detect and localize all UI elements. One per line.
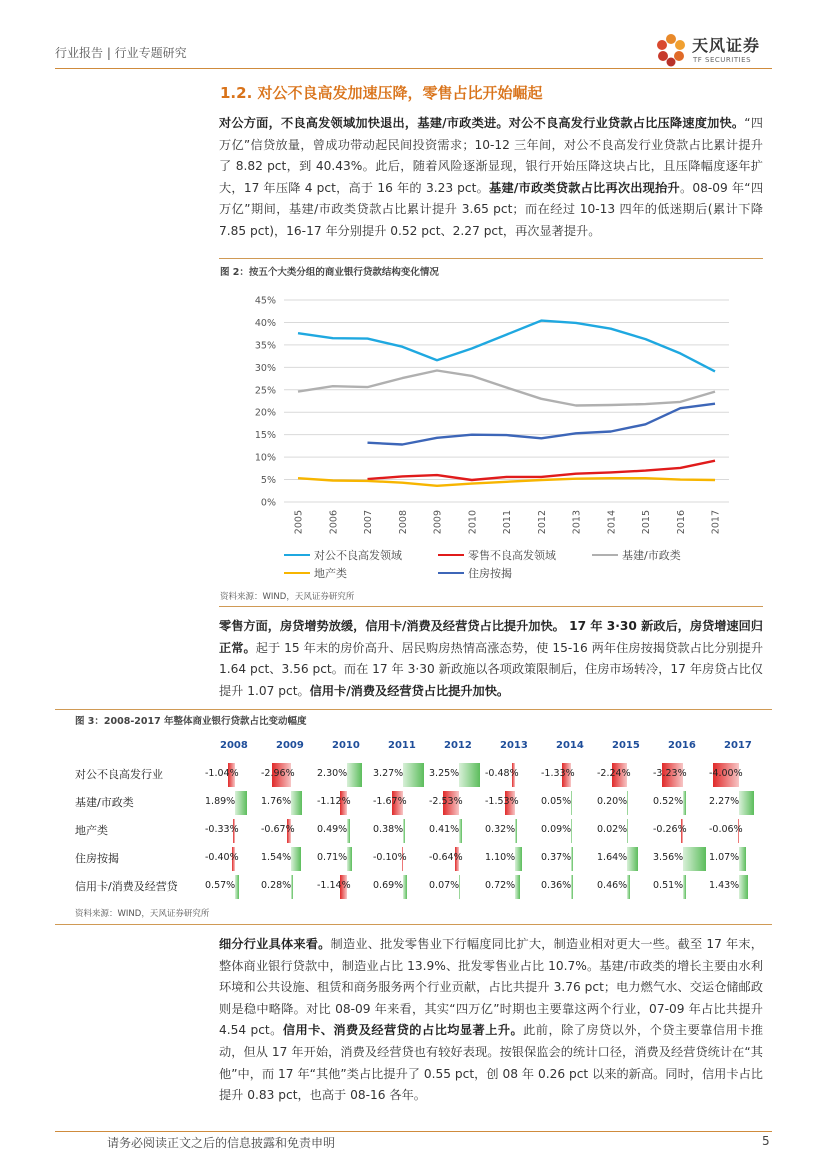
cell-value: 3.25% xyxy=(429,768,460,779)
cell-value: 3.27% xyxy=(373,768,404,779)
legend-swatch xyxy=(284,554,310,556)
cell-value: -1.14% xyxy=(317,880,351,891)
section-title: 1.2. 对公不良高发加速压降，零售占比开始崛起 xyxy=(220,84,543,102)
year-header: 2014 xyxy=(556,740,584,751)
y-tick-label: 25% xyxy=(254,385,276,397)
text-run: 基建/市政类贷款占比再次出现抬升 xyxy=(489,180,680,195)
x-tick-label: 2007 xyxy=(363,510,374,535)
cell-value: 1.07% xyxy=(709,852,740,863)
cell-value: 2.30% xyxy=(317,768,348,779)
cell-value: -4.00% xyxy=(709,768,743,779)
data-bar xyxy=(683,875,686,899)
year-header: 2012 xyxy=(444,740,472,751)
logo-subtext: TF SECURITIES xyxy=(693,56,752,64)
cell-value: -0.48% xyxy=(485,768,519,779)
figure-3-title: 图 3：2008-2017 年整体商业银行贷款占比变动幅度 xyxy=(75,716,307,727)
data-bar xyxy=(627,847,638,871)
cell-value: 0.69% xyxy=(373,880,404,891)
y-tick-label: 30% xyxy=(254,362,276,374)
data-bar xyxy=(459,819,462,843)
cell-value: 0.20% xyxy=(597,796,628,807)
cell-value: 0.52% xyxy=(653,796,684,807)
cell-value: -1.12% xyxy=(317,796,351,807)
paragraph-3 xyxy=(219,934,763,1107)
figure-2-source: 资料来源：WIND，天风证券研究所 xyxy=(220,592,355,602)
data-bar xyxy=(235,791,247,815)
legend-label: 住房按揭 xyxy=(468,567,512,580)
legend-label: 基建/市政类 xyxy=(622,549,681,562)
figure-2-title: 图 2：按五个大类分组的商业银行贷款结构变化情况 xyxy=(220,267,439,278)
cell-value: 0.09% xyxy=(541,824,572,835)
cell-value: 0.36% xyxy=(541,880,572,891)
x-tick-label: 2013 xyxy=(571,510,583,535)
data-bar xyxy=(627,791,628,815)
year-header: 2008 xyxy=(220,740,248,751)
cell-value: 0.07% xyxy=(429,880,460,891)
cell-value: 0.37% xyxy=(541,852,572,863)
y-tick-label: 40% xyxy=(254,317,276,329)
text-run: 起于 15 年末的房价高升、居民购房热情高涨态势，使 15-16 两年住房按揭贷款占比分别提升 1.64 pct、3.56 pct。而在 17 年 3·30 新政施以各项政策限制后，住房市场转冷，17 年房贷占比仅提升 1.07 pct。 xyxy=(219,640,764,698)
x-tick-label: 2012 xyxy=(536,510,548,535)
text-run: 信用卡/消费及经营贷占比提升加快。 xyxy=(309,683,510,698)
series-line xyxy=(368,404,716,445)
year-header: 2016 xyxy=(668,740,696,751)
header-divider xyxy=(55,68,772,69)
figure-2-divider xyxy=(219,258,763,259)
y-tick-label: 45% xyxy=(254,295,276,307)
data-bar xyxy=(683,791,686,815)
footer-disclaimer: 请务必阅读正文之后的信息披露和免责申明 xyxy=(107,1136,336,1150)
x-tick-label: 2016 xyxy=(675,510,687,535)
cell-value: 1.10% xyxy=(485,852,516,863)
cell-value: -0.06% xyxy=(709,824,743,835)
cell-value: -3.23% xyxy=(653,768,687,779)
data-bar xyxy=(459,763,480,787)
figure-2-bottom-divider xyxy=(219,606,763,607)
figure-3-divider xyxy=(55,709,772,710)
data-bar xyxy=(347,847,352,871)
data-bar xyxy=(683,847,706,871)
data-bar xyxy=(739,791,754,815)
data-bar xyxy=(403,763,424,787)
page-number: 5 xyxy=(762,1134,770,1148)
data-bar xyxy=(571,875,573,899)
cell-value: 1.54% xyxy=(261,852,292,863)
row-label: 住房按揭 xyxy=(75,852,119,865)
legend-label: 对公不良高发领域 xyxy=(314,549,402,562)
y-tick-label: 20% xyxy=(254,407,276,419)
y-tick-label: 5% xyxy=(260,475,276,487)
cell-value: 0.02% xyxy=(597,824,628,835)
data-bar xyxy=(627,875,630,899)
cell-value: 0.28% xyxy=(261,880,292,891)
data-bar xyxy=(515,847,522,871)
y-tick-label: 35% xyxy=(254,340,276,352)
data-bar xyxy=(515,875,520,899)
year-header: 2010 xyxy=(332,740,360,751)
figure-3-bottom-divider xyxy=(55,924,772,925)
cell-value: 0.51% xyxy=(653,880,684,891)
cell-value: -2.96% xyxy=(261,768,295,779)
cell-value: 0.41% xyxy=(429,824,460,835)
x-tick-label: 2010 xyxy=(467,510,479,535)
series-line xyxy=(368,461,716,480)
cell-value: 0.38% xyxy=(373,824,404,835)
y-tick-label: 10% xyxy=(254,452,276,464)
cell-value: 1.89% xyxy=(205,796,236,807)
cell-value: 0.72% xyxy=(485,880,516,891)
x-tick-label: 2011 xyxy=(502,510,513,535)
data-bar xyxy=(571,847,573,871)
x-tick-label: 2014 xyxy=(606,510,618,535)
data-bar xyxy=(291,791,302,815)
cell-value: -0.10% xyxy=(373,852,407,863)
data-bar xyxy=(403,819,405,843)
cell-value: 3.56% xyxy=(653,852,684,863)
text-run: 。08-09 年“四万亿”期间，基建/市政类贷款占比累计提升 3.65 pct；而在经过 10-13 四年的低迷期后(累计下降 7.85 pct)，16-17 年分别提升 0.52 pct、2.27 pct，再次显著提升。 xyxy=(219,180,764,238)
cell-value: 0.05% xyxy=(541,796,572,807)
cell-value: -1.04% xyxy=(205,768,239,779)
year-header: 2017 xyxy=(724,740,752,751)
year-header: 2011 xyxy=(388,740,416,751)
data-bar xyxy=(739,875,748,899)
text-run: “四万亿”信贷放量，曾成功带动起民间投资需求；10-12 三年间，对公不良高发行业贷款占比累计提升了 8.82 pct，到 40.43%。此后，随着风险逐渐显现，银行开始压降这块占比，且压降幅度逐年扩大，17 年压降 4 pct，高于 16 年的 3.23 pct。 xyxy=(219,116,763,195)
text-run: 对公方面，不良高发领域加快退出，基建/市政类进。对公不良高发行业贷款占比压降速度加快。 xyxy=(219,116,745,130)
cell-value: 0.71% xyxy=(317,852,348,863)
y-tick-label: 0% xyxy=(260,497,276,509)
legend-swatch xyxy=(284,572,310,574)
logo-text: 天风证券 xyxy=(692,36,761,55)
data-bar xyxy=(235,875,239,899)
x-tick-label: 2005 xyxy=(293,510,305,535)
data-bar xyxy=(739,847,746,871)
figure-2-chart xyxy=(219,282,763,582)
cell-value: -2.24% xyxy=(597,768,631,779)
series-line xyxy=(298,371,715,406)
cell-value: 0.49% xyxy=(317,824,348,835)
year-header: 2015 xyxy=(612,740,640,751)
cell-value: 0.32% xyxy=(485,824,516,835)
cell-value: 0.46% xyxy=(597,880,628,891)
series-line xyxy=(298,321,715,372)
figure-3-source: 资料来源：WIND，天风证券研究所 xyxy=(75,909,210,919)
cell-value: 2.27% xyxy=(709,796,740,807)
text-run: 制造业、批发零售业下行幅度同比扩大，制造业相对更大一些。截至 17 年末，整体商业银行贷款中，制造业占比 13.9%、批发零售业占比 10.7%。基建/市政类的增长主要由水利环境和公共设施、租赁和商务服务两个行业贡献，占比共提升 3.76 pct；电力燃气水、交运仓储邮政则是稳中略降。对比 08-09 年来看，其实“四万亿”时期也主要靠这两个行业，07-09 年占比共提升 4.54 pct。 xyxy=(219,937,763,1038)
x-tick-label: 2008 xyxy=(397,510,409,535)
year-header: 2013 xyxy=(500,740,528,751)
legend-swatch xyxy=(592,554,618,556)
cell-value: -0.33% xyxy=(205,824,239,835)
x-tick-label: 2015 xyxy=(641,510,652,535)
row-label: 信用卡/消费及经营贷 xyxy=(75,880,178,893)
row-label: 对公不良高发行业 xyxy=(75,768,163,781)
cell-value: 0.57% xyxy=(205,880,236,891)
legend-label: 零售不良高发领域 xyxy=(468,549,556,562)
legend-swatch xyxy=(438,554,464,556)
data-bar xyxy=(347,763,362,787)
cell-value: -1.33% xyxy=(541,768,575,779)
cell-value: -1.53% xyxy=(485,796,519,807)
y-tick-label: 15% xyxy=(254,430,276,442)
legend-label: 地产类 xyxy=(314,567,347,580)
cell-value: -0.40% xyxy=(205,852,239,863)
cell-value: 1.64% xyxy=(597,852,628,863)
cell-value: 1.43% xyxy=(709,880,740,891)
year-header: 2009 xyxy=(276,740,304,751)
data-bar xyxy=(291,847,301,871)
cell-value: -1.67% xyxy=(373,796,407,807)
text-run: 此前，除了房贷以外，个贷主要靠信用卡推动，但从 17 年开始，消费及经营贷也有较好表现。按银保监会的统计口径，消费及经营贷统计在“其他”中，而 17 年“其他”类占比提升了 0.55 pct，创 08 年 0.26 pct 以来的新高。同时，信用卡占比提升 0.83 pct，也高于 08-16 各年。 xyxy=(219,1023,764,1103)
row-label: 地产类 xyxy=(75,824,108,837)
data-bar xyxy=(291,875,293,899)
data-bar xyxy=(347,819,350,843)
tf-flower-logo xyxy=(651,29,691,71)
data-bar xyxy=(515,819,517,843)
x-tick-label: 2017 xyxy=(710,510,722,535)
x-tick-label: 2009 xyxy=(432,510,444,535)
paragraph-1 xyxy=(219,113,763,243)
cell-value: -2.53% xyxy=(429,796,463,807)
cell-value: -0.26% xyxy=(653,824,687,835)
cell-value: 1.76% xyxy=(261,796,292,807)
legend-swatch xyxy=(438,572,464,574)
text-run: 零售方面，房贷增势放缓，信用卡/消费及经营贷占比提升加快。 17 年 3·30 新政后，房贷增速回归正常。 xyxy=(219,619,763,655)
cell-value: -0.64% xyxy=(429,852,463,863)
text-run: 信用卡、消费及经营贷的占比均显著上升。 xyxy=(282,1023,524,1038)
text-run: 细分行业具体来看。 xyxy=(219,937,331,951)
data-bar xyxy=(403,875,407,899)
report-type-label: 行业报告 | 行业专题研究 xyxy=(55,46,187,60)
x-tick-label: 2006 xyxy=(328,510,340,535)
row-label: 基建/市政类 xyxy=(75,796,134,809)
cell-value: -0.67% xyxy=(261,824,295,835)
paragraph-2 xyxy=(219,616,763,702)
footer-divider xyxy=(55,1131,772,1132)
